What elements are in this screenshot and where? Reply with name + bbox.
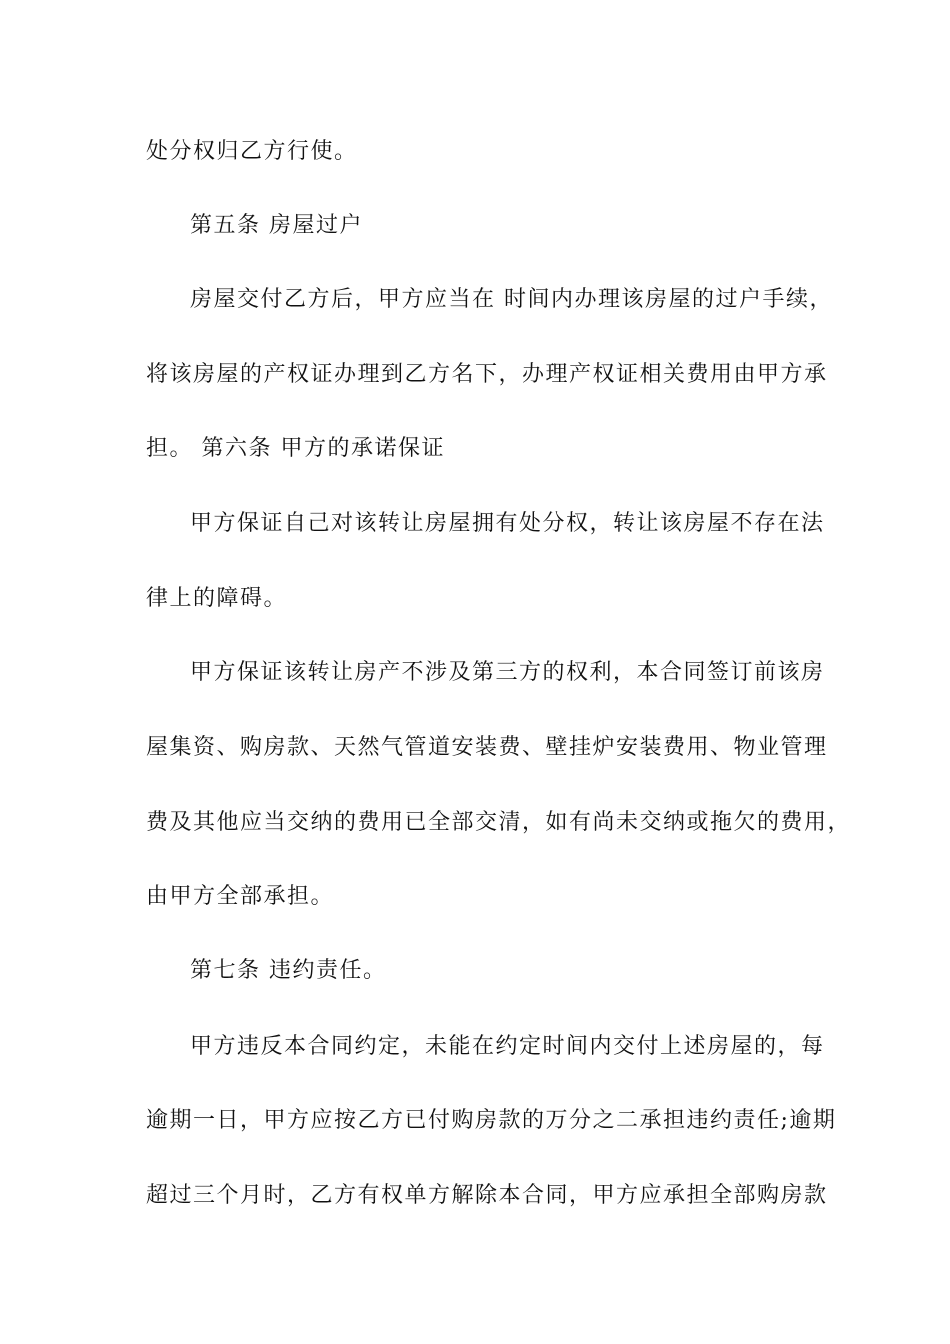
article-6-heading-line: 担。 第六条 甲方的承诺保证 xyxy=(146,436,445,461)
article-7-heading: 第七条 违约责任。 xyxy=(190,958,387,983)
text-line: 甲方保证自己对该转让房屋拥有处分权，转让该房屋不存在法 xyxy=(190,511,825,536)
text-line: 费及其他应当交纳的费用已全部交清，如有尚未交纳或拖欠的费用， xyxy=(146,810,852,835)
text-line: 超过三个月时，乙方有权单方解除本合同，甲方应承担全部购房款 xyxy=(146,1183,828,1208)
text-line: 甲方保证该转让房产不涉及第三方的权利，本合同签订前该房 xyxy=(190,660,825,685)
article-5-heading: 第五条 房屋过户 xyxy=(190,213,363,238)
text-line: 由甲方全部承担。 xyxy=(146,884,335,909)
text-line: 将该房屋的产权证办理到乙方名下，办理产权证相关费用由甲方承 xyxy=(146,362,828,387)
text-line: 屋集资、购房款、天然气管道安装费、壁挂炉安装费用、物业管理 xyxy=(146,735,828,760)
text-line: 逾期一日，甲方应按乙方已付购房款的万分之二承担违约责任;逾期 xyxy=(146,1108,837,1133)
text-line: 房屋交付乙方后，甲方应当在 时间内办理该房屋的过户手续， xyxy=(190,287,833,312)
text-line: 处分权归乙方行使。 xyxy=(146,139,358,164)
text-line: 甲方违反本合同约定，未能在约定时间内交付上述房屋的，每 xyxy=(190,1034,825,1059)
text-line: 律上的障碍。 xyxy=(146,586,288,611)
